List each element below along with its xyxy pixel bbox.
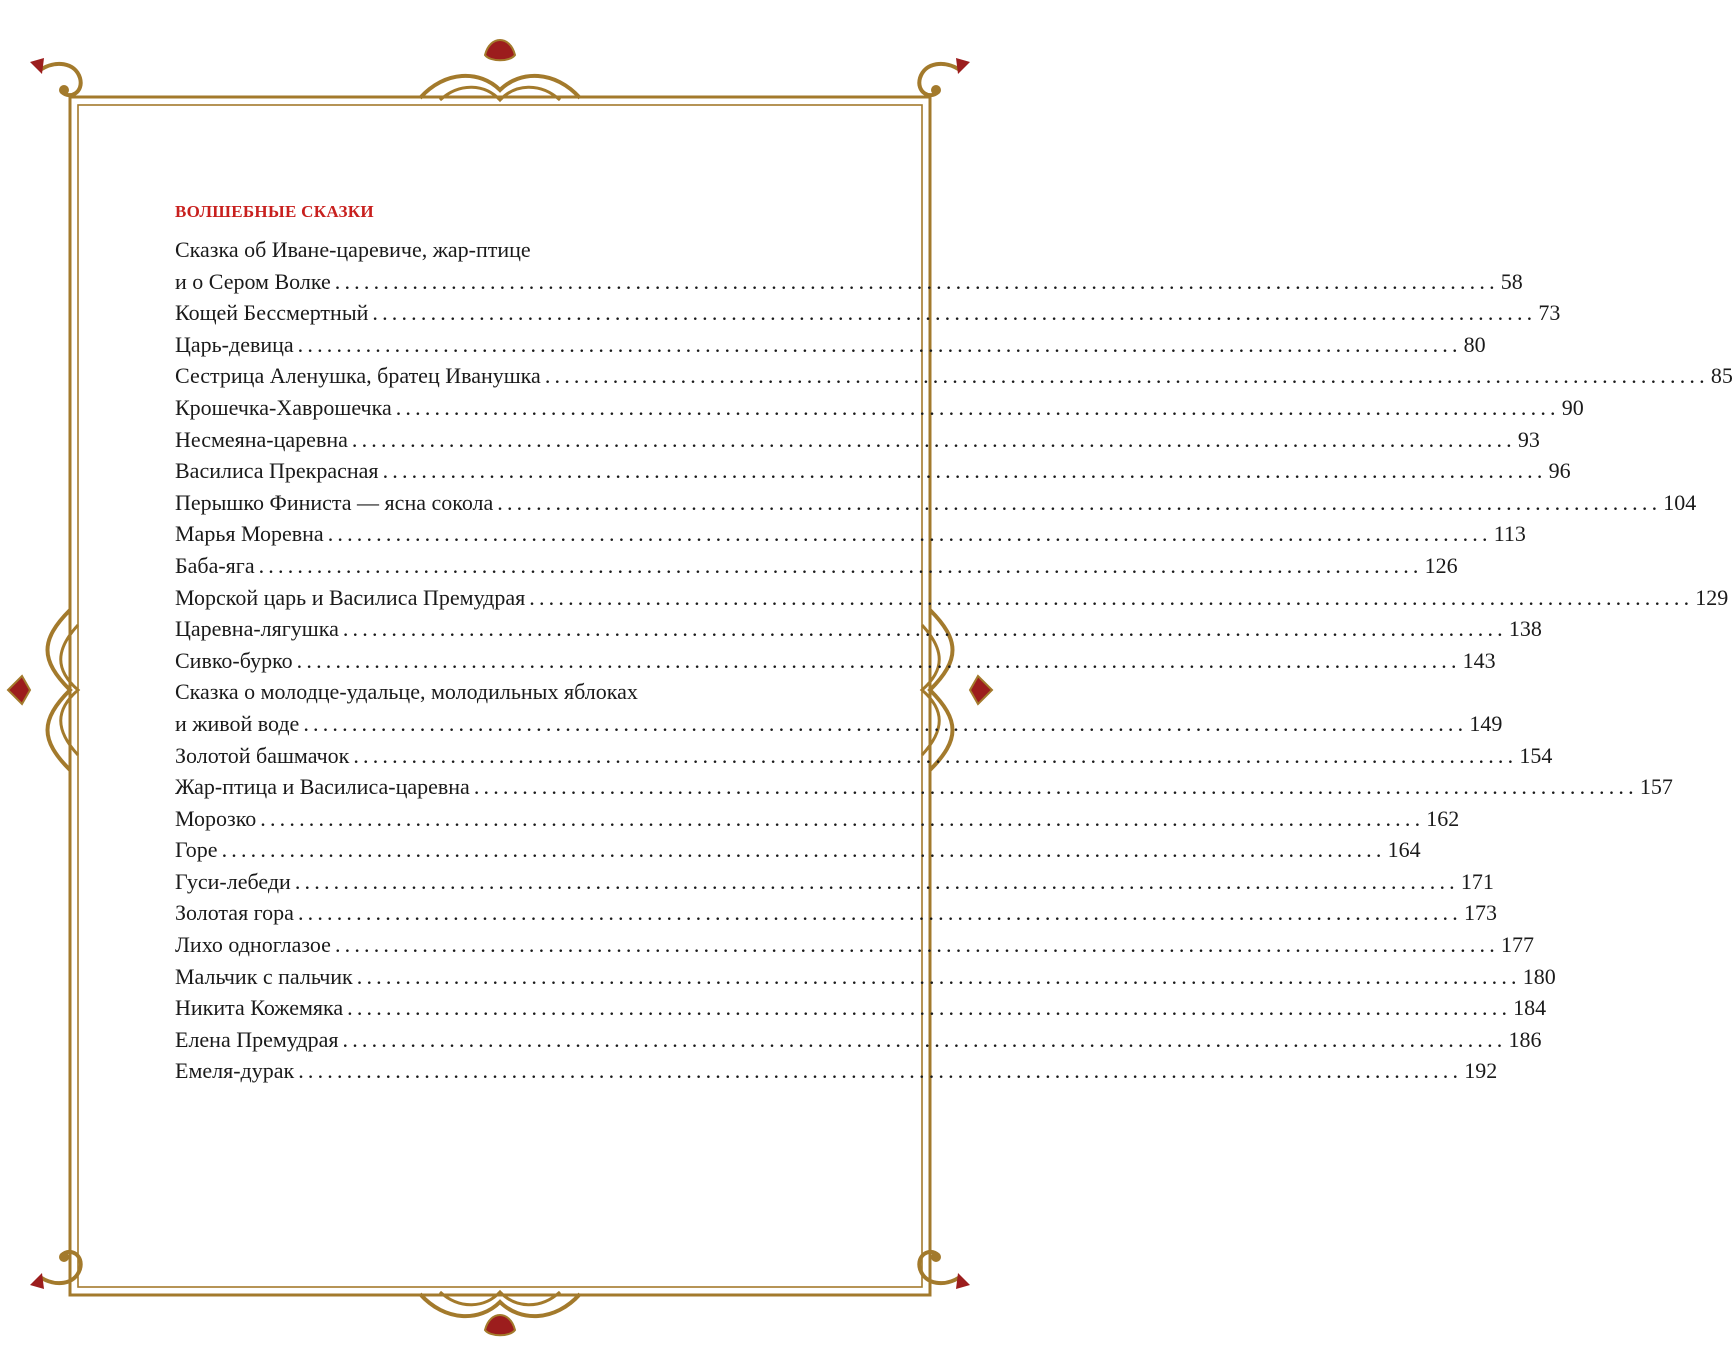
toc-entry[interactable] bbox=[175, 645, 1496, 677]
bottom-knot-ornament-icon bbox=[420, 1292, 580, 1335]
toc-entry[interactable] bbox=[175, 897, 1497, 929]
toc-entry-title: Никита Кожемяка bbox=[175, 995, 344, 1021]
toc-entry-page-number: 90 bbox=[1561, 394, 1584, 420]
dot-leader: ........................................................................................................................ bbox=[334, 268, 1499, 294]
toc-entry[interactable] bbox=[175, 992, 1547, 1024]
toc-entry-row bbox=[175, 455, 1571, 487]
dot-leader: ........................................................................................................................ bbox=[297, 331, 1462, 357]
toc-entry-title-line1: Сказка об Иване-царевиче, жар-птице bbox=[175, 237, 531, 262]
toc-entry[interactable] bbox=[175, 1024, 1542, 1056]
toc-entry[interactable] bbox=[175, 329, 1486, 361]
toc-entry[interactable] bbox=[175, 424, 1540, 456]
toc-entry-page-number: 85 bbox=[1710, 363, 1733, 389]
table-of-contents bbox=[175, 200, 1733, 1087]
dot-leader: ........................................................................................................................ bbox=[334, 932, 1499, 958]
toc-entry[interactable] bbox=[175, 771, 1673, 803]
toc-entry-page-number: 113 bbox=[1493, 521, 1526, 547]
toc-entry-title: Золотая гора bbox=[175, 900, 294, 926]
dot-leader: ........................................................................................................................ bbox=[342, 1026, 1507, 1052]
toc-entry-title: Морозко bbox=[175, 805, 257, 831]
toc-entry-row bbox=[175, 992, 1547, 1024]
toc-entry-row bbox=[175, 897, 1497, 929]
toc-entry-page-number: 177 bbox=[1500, 932, 1534, 958]
toc-entry[interactable] bbox=[175, 518, 1526, 550]
toc-entry-row bbox=[175, 834, 1421, 866]
toc-entry-page-number: 180 bbox=[1522, 963, 1556, 989]
toc-entry-title: Сивко-бурко bbox=[175, 647, 293, 673]
dot-leader: ........................................................................................................................ bbox=[342, 616, 1507, 642]
dot-leader: ........................................................................................................................ bbox=[395, 394, 1560, 420]
toc-entry[interactable] bbox=[175, 582, 1729, 614]
toc-entry-page-number: 192 bbox=[1464, 1058, 1498, 1084]
toc-entry-page-number: 129 bbox=[1695, 584, 1729, 610]
toc-entry-title: Жар-птица и Василиса-царевна bbox=[175, 774, 470, 800]
dot-leader: ........................................................................................................................ bbox=[529, 584, 1694, 610]
toc-entry[interactable] bbox=[175, 834, 1421, 866]
toc-entry-title: Царь-девица bbox=[175, 331, 294, 357]
toc-entry-row bbox=[175, 550, 1458, 582]
toc-entry[interactable] bbox=[175, 961, 1556, 993]
toc-entry-row bbox=[175, 708, 1503, 740]
toc-entry-row bbox=[175, 487, 1697, 519]
toc-entry[interactable] bbox=[175, 455, 1571, 487]
toc-entry-row bbox=[175, 1055, 1498, 1087]
dot-leader: ........................................................................................................................ bbox=[294, 868, 1459, 894]
toc-entry-page-number: 126 bbox=[1424, 552, 1458, 578]
dot-leader: ........................................................................................................................ bbox=[473, 774, 1638, 800]
dot-leader: ........................................................................................................................ bbox=[353, 742, 1518, 768]
toc-entry-title: Лихо одноглазое bbox=[175, 932, 331, 958]
toc-entry[interactable] bbox=[175, 392, 1584, 424]
toc-entry-title: Перышко Финиста — ясна сокола bbox=[175, 489, 494, 515]
toc-entry-page-number: 164 bbox=[1387, 837, 1421, 863]
toc-entry-page-number: 184 bbox=[1513, 995, 1547, 1021]
toc-entry-title: Гуси-лебеди bbox=[175, 868, 291, 894]
toc-entry-row bbox=[175, 866, 1494, 898]
toc-entry-page-number: 154 bbox=[1519, 742, 1553, 768]
toc-entry[interactable] bbox=[175, 234, 1523, 297]
toc-entry-page-number: 93 bbox=[1517, 426, 1540, 452]
corner-ornament-bottom-left-icon bbox=[30, 1252, 81, 1289]
toc-entry[interactable] bbox=[175, 866, 1494, 898]
dot-leader: ........................................................................................................................ bbox=[351, 426, 1516, 452]
toc-entry-title: Баба-яга bbox=[175, 552, 255, 578]
toc-entry[interactable] bbox=[175, 740, 1553, 772]
toc-entry-page-number: 162 bbox=[1426, 805, 1460, 831]
toc-entry-row bbox=[175, 613, 1542, 645]
toc-entry-row bbox=[175, 961, 1556, 993]
toc-entry-row bbox=[175, 803, 1460, 835]
corner-ornament-bottom-right-icon bbox=[919, 1252, 970, 1289]
dot-leader: ........................................................................................................................ bbox=[372, 300, 1537, 326]
toc-entry-title: Морской царь и Василиса Премудрая bbox=[175, 584, 526, 610]
toc-entry-page-number: 149 bbox=[1469, 710, 1503, 736]
toc-entry-title: и живой воде bbox=[175, 710, 300, 736]
toc-entry-row bbox=[175, 424, 1540, 456]
toc-entry-page-number: 80 bbox=[1463, 331, 1486, 357]
dot-leader: ........................................................................................................................ bbox=[298, 1058, 1463, 1084]
toc-entry-row bbox=[175, 929, 1534, 961]
corner-ornament-top-right-icon bbox=[919, 58, 970, 95]
toc-entry-page-number: 96 bbox=[1548, 458, 1571, 484]
toc-entry-title: Кощей Бессмертный bbox=[175, 300, 369, 326]
toc-entry-row bbox=[175, 1024, 1542, 1056]
toc-entry-row bbox=[175, 392, 1584, 424]
toc-entry[interactable] bbox=[175, 360, 1733, 392]
toc-entry-row bbox=[175, 360, 1733, 392]
toc-entry[interactable] bbox=[175, 1055, 1498, 1087]
toc-entries bbox=[175, 234, 1733, 1087]
toc-entry-page-number: 73 bbox=[1538, 300, 1561, 326]
toc-entry-row bbox=[175, 297, 1561, 329]
toc-entry-title-line1: Сказка о молодце-удальце, молодильных яблоках bbox=[175, 679, 638, 705]
toc-entry[interactable] bbox=[175, 550, 1458, 582]
toc-entry-row bbox=[175, 740, 1553, 772]
top-knot-ornament-icon bbox=[420, 40, 580, 100]
toc-entry-title: Сестрица Аленушка, братец Иванушка bbox=[175, 363, 541, 389]
toc-entry-row bbox=[175, 266, 1523, 298]
dot-leader: ........................................................................................................................ bbox=[356, 963, 1521, 989]
toc-entry-title: Крошечка-Хаврошечка bbox=[175, 394, 392, 420]
toc-entry-row bbox=[175, 771, 1673, 803]
toc-entry-title: Марья Моревна bbox=[175, 521, 324, 547]
toc-entry-row bbox=[175, 518, 1526, 550]
toc-entry-page-number: 173 bbox=[1463, 900, 1497, 926]
corner-ornament-top-left-icon bbox=[30, 58, 81, 95]
toc-entry-title: Горе bbox=[175, 837, 218, 863]
dot-leader: ........................................................................................................................ bbox=[260, 805, 1425, 831]
toc-entry-page-number: 143 bbox=[1462, 647, 1496, 673]
toc-entry-page-number: 104 bbox=[1663, 489, 1697, 515]
dot-leader: ........................................................................................................................ bbox=[497, 489, 1662, 515]
toc-entry-page-number: 138 bbox=[1508, 616, 1542, 642]
dot-leader: ........................................................................................................................ bbox=[297, 900, 1462, 926]
toc-entry-page-number: 58 bbox=[1500, 268, 1523, 294]
dot-leader: ........................................................................................................................ bbox=[221, 837, 1386, 863]
toc-entry-title: Василиса Прекрасная bbox=[175, 458, 379, 484]
toc-entry-row bbox=[175, 582, 1729, 614]
toc-entry-title: Царевна-лягушка bbox=[175, 616, 339, 642]
toc-entry-title: и о Сером Волке bbox=[175, 268, 331, 294]
toc-entry-page-number: 186 bbox=[1508, 1026, 1542, 1052]
dot-leader: ........................................................................................................................ bbox=[258, 552, 1423, 578]
toc-entry[interactable] bbox=[175, 803, 1460, 835]
toc-entry-row bbox=[175, 329, 1486, 361]
dot-leader: ........................................................................................................................ bbox=[347, 995, 1512, 1021]
toc-entry[interactable] bbox=[175, 929, 1534, 961]
toc-entry-title: Емеля-дурак bbox=[175, 1058, 295, 1084]
left-knot-ornament-icon bbox=[8, 610, 78, 770]
toc-entry-title: Золотой башмачок bbox=[175, 742, 350, 768]
toc-entry-title: Мальчик с пальчик bbox=[175, 963, 353, 989]
dot-leader: ........................................................................................................................ bbox=[382, 458, 1547, 484]
toc-entry-title: Елена Премудрая bbox=[175, 1026, 339, 1052]
section-heading: ВОЛШЕБНЫЕ СКАЗКИ bbox=[175, 202, 374, 221]
toc-entry[interactable] bbox=[175, 676, 1503, 739]
dot-leader: ........................................................................................................................ bbox=[303, 710, 1468, 736]
dot-leader: ........................................................................................................................ bbox=[327, 521, 1492, 547]
dot-leader: ........................................................................................................................ bbox=[544, 363, 1709, 389]
dot-leader: ........................................................................................................................ bbox=[296, 647, 1461, 673]
toc-entry-page-number: 157 bbox=[1639, 774, 1673, 800]
toc-entry[interactable] bbox=[175, 487, 1697, 519]
toc-entry-title: Несмеяна-царевна bbox=[175, 426, 348, 452]
toc-entry-page-number: 171 bbox=[1460, 868, 1494, 894]
toc-entry[interactable] bbox=[175, 613, 1542, 645]
toc-entry[interactable] bbox=[175, 297, 1561, 329]
toc-entry-row bbox=[175, 645, 1496, 677]
